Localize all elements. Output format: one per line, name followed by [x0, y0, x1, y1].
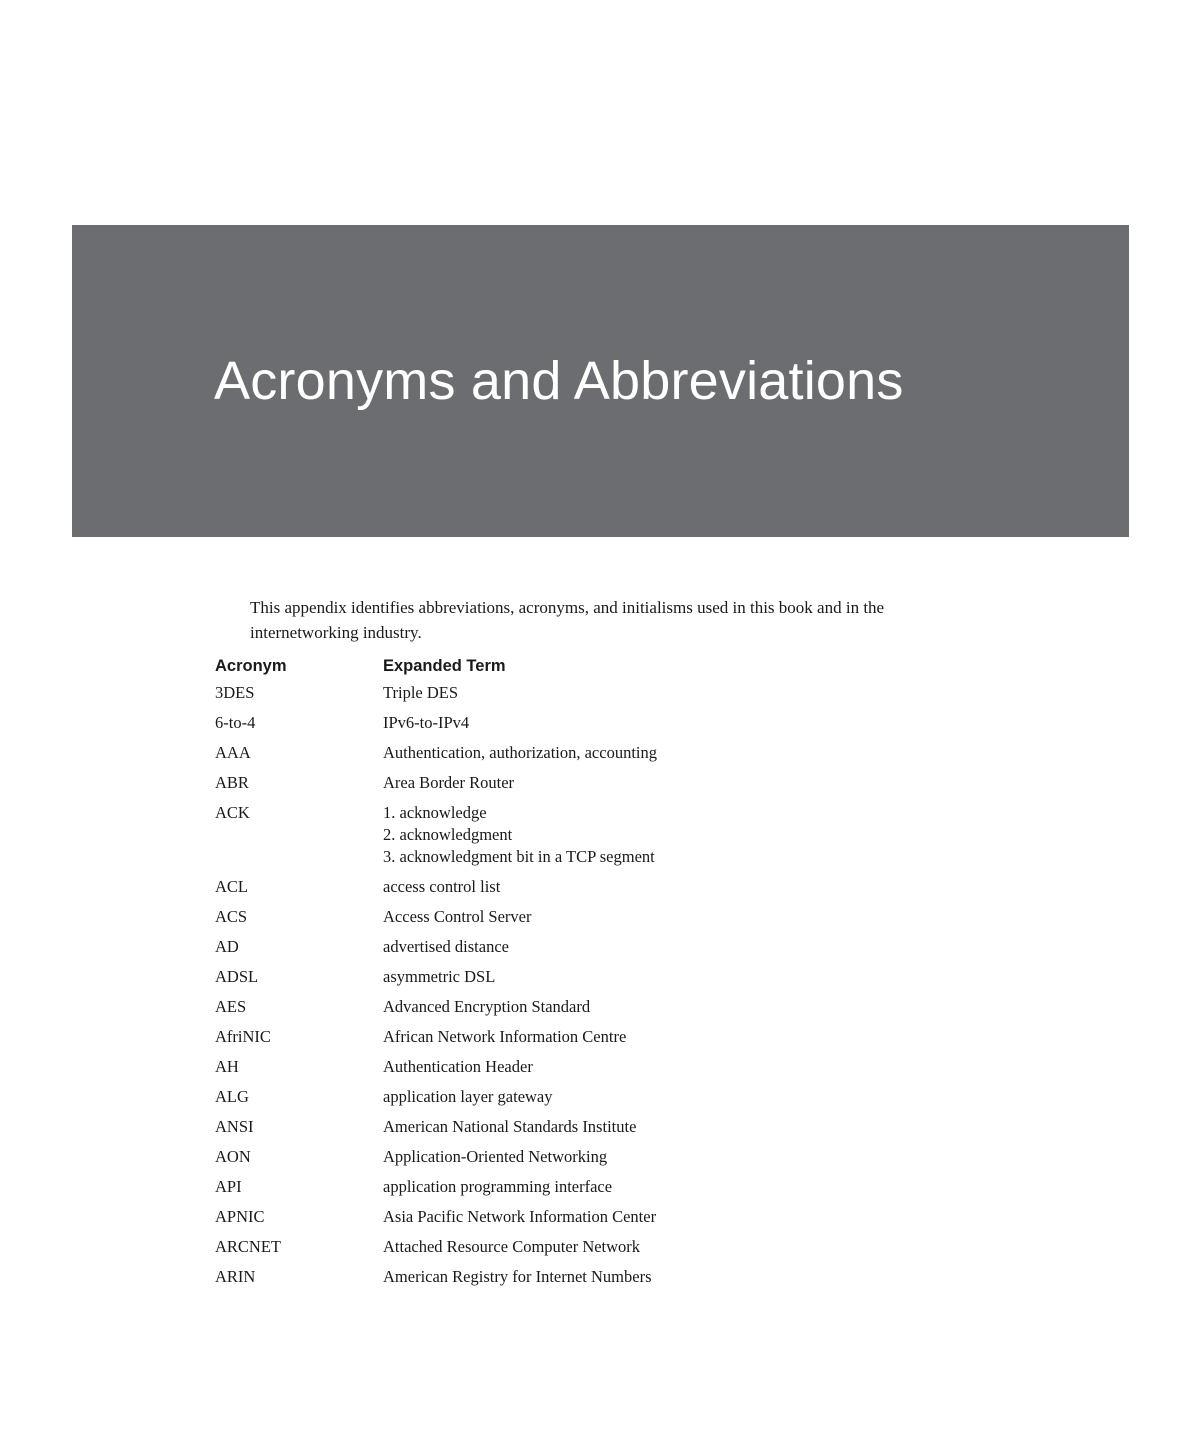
acronym-cell: ARCNET	[215, 1237, 281, 1256]
expanded-term-cell	[383, 1176, 975, 1198]
table-row	[215, 742, 975, 764]
expanded-term-line: Authentication, authorization, accounting	[383, 743, 657, 762]
table-row	[215, 1086, 975, 1108]
acronym-cell: AfriNIC	[215, 1027, 271, 1046]
acronym-cell: ACK	[215, 803, 250, 822]
expanded-term-cell	[383, 966, 975, 988]
table-row	[215, 1116, 975, 1138]
table-row	[215, 712, 975, 734]
acronym-cell: AON	[215, 1147, 251, 1166]
table-header	[215, 654, 975, 678]
expanded-term-line: American Registry for Internet Numbers	[383, 1267, 652, 1286]
expanded-term-cell	[383, 802, 975, 868]
expanded-term-line: advertised distance	[383, 937, 509, 956]
table-row	[215, 802, 975, 868]
acronym-cell: API	[215, 1177, 242, 1196]
table-row	[215, 906, 975, 928]
expanded-term-cell	[383, 876, 975, 898]
expanded-term-cell	[383, 1206, 975, 1228]
chapter-title: Acronyms and Abbreviations	[214, 351, 904, 411]
expanded-term-line: American National Standards Institute	[383, 1117, 637, 1136]
acronym-cell: ANSI	[215, 1117, 254, 1136]
header-acronym: Acronym	[215, 657, 287, 675]
expanded-term-cell	[383, 1266, 975, 1288]
table-row	[215, 936, 975, 958]
acronym-cell: ADSL	[215, 967, 259, 986]
expanded-term-cell	[383, 1026, 975, 1048]
expanded-term-cell	[383, 1236, 975, 1258]
expanded-term-line: Area Border Router	[383, 773, 515, 792]
table-body	[215, 682, 975, 1288]
acronym-cell: ALG	[215, 1087, 249, 1106]
acronym-cell: AAA	[215, 743, 251, 762]
expanded-term-cell	[383, 906, 975, 928]
acronym-cell: AH	[215, 1057, 239, 1076]
acronym-table	[215, 654, 975, 1296]
acronym-cell: ARIN	[215, 1267, 256, 1286]
table-row	[215, 1266, 975, 1288]
expanded-term-line: asymmetric DSL	[383, 967, 496, 986]
expanded-term-cell	[383, 1146, 975, 1168]
expanded-term-line: Authentication Header	[383, 1057, 533, 1076]
expanded-term-cell	[383, 1086, 975, 1108]
expanded-term-line: access control list	[383, 877, 501, 896]
header-expanded-term: Expanded Term	[383, 657, 506, 675]
acronym-cell: ABR	[215, 773, 249, 792]
acronym-cell: AD	[215, 937, 239, 956]
table-row	[215, 966, 975, 988]
expanded-term-line: Advanced Encryption Standard	[383, 997, 591, 1016]
table-row	[215, 1056, 975, 1078]
expanded-term-cell	[383, 996, 975, 1018]
table-row	[215, 996, 975, 1018]
acronym-cell: 3DES	[215, 683, 255, 702]
expanded-term-line: IPv6-to-IPv4	[383, 713, 470, 732]
expanded-term-line: 1. acknowledge	[383, 803, 487, 822]
expanded-term-line: application layer gateway	[383, 1087, 553, 1106]
expanded-term-cell	[383, 712, 975, 734]
expanded-term-line: Asia Pacific Network Information Center	[383, 1207, 657, 1226]
expanded-term-cell	[383, 682, 975, 704]
expanded-term-cell	[383, 936, 975, 958]
expanded-term-line: Application-Oriented Networking	[383, 1147, 608, 1166]
table-row	[215, 1176, 975, 1198]
expanded-term-cell	[383, 1116, 975, 1138]
table-row	[215, 772, 975, 794]
acronym-cell: APNIC	[215, 1207, 265, 1226]
acronym-cell: AES	[215, 997, 247, 1016]
acronym-cell: ACL	[215, 877, 248, 896]
expanded-term-cell	[383, 772, 975, 794]
acronym-cell: 6-to-4	[215, 713, 256, 732]
expanded-term-line: application programming interface	[383, 1177, 613, 1196]
table-row	[215, 1146, 975, 1168]
expanded-term-line: 2. acknowledgment	[383, 825, 513, 844]
table-row	[215, 682, 975, 704]
chapter-banner	[72, 225, 1129, 537]
intro-paragraph: This appendix identifies abbreviations, acronyms, and initialisms used in this book and in the internetworking industry.	[250, 598, 885, 642]
expanded-term-line: African Network Information Centre	[383, 1027, 627, 1046]
expanded-term-cell	[383, 1056, 975, 1078]
expanded-term-line: Triple DES	[383, 683, 459, 702]
table-row	[215, 1026, 975, 1048]
expanded-term-line: 3. acknowledgment bit in a TCP segment	[383, 847, 655, 866]
table-row	[215, 1206, 975, 1228]
expanded-term-cell	[383, 742, 975, 764]
expanded-term-line: Attached Resource Computer Network	[383, 1237, 641, 1256]
expanded-term-line: Access Control Server	[383, 907, 532, 926]
table-row	[215, 876, 975, 898]
acronym-cell: ACS	[215, 907, 248, 926]
table-row	[215, 1236, 975, 1258]
